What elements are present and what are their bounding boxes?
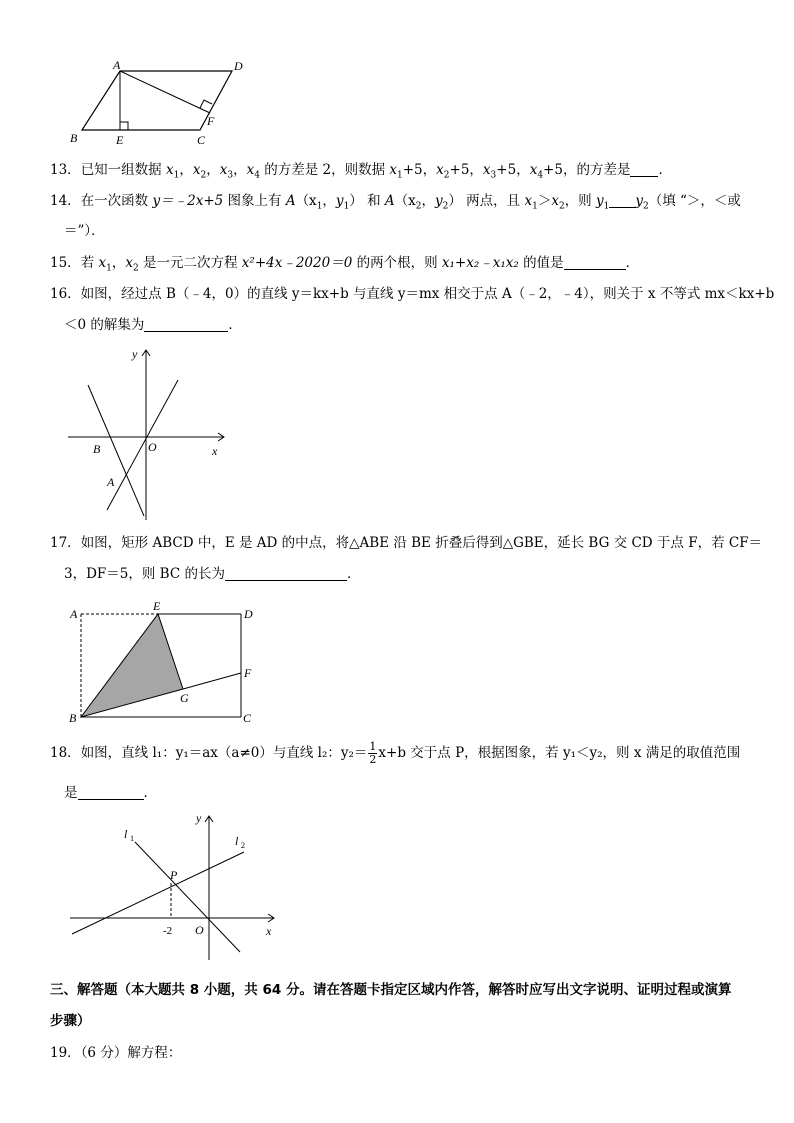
q17-figure-svg xyxy=(60,596,270,731)
label-f: F xyxy=(207,114,215,128)
answer-blank-16[interactable] xyxy=(144,317,228,332)
label-y: y xyxy=(132,347,138,361)
label-b: B xyxy=(69,711,77,725)
answer-blank-17[interactable] xyxy=(225,566,347,581)
label-a: A xyxy=(107,475,115,489)
question-13: 13．已知一组数据 $x_1$，$x_2$，$x_3$，$x_4$ 的方差是 2，则数据 $x_1+5$，$x_2+5$，$x_3+5$，$x_4+5$，的方差是 ． xyxy=(50,162,672,181)
q16-graph-svg xyxy=(60,340,240,525)
label-b: B xyxy=(93,442,101,456)
label-d: D xyxy=(234,59,243,73)
q16-graph xyxy=(60,340,240,525)
right-angle-e xyxy=(120,122,128,130)
line-l2 xyxy=(72,852,244,934)
parallelogram-figure xyxy=(60,55,260,150)
answer-blank-18[interactable] xyxy=(78,785,144,800)
label-l1-sub: 1 xyxy=(130,834,134,843)
label-l2: l xyxy=(235,834,239,848)
label-neg2: -2 xyxy=(163,925,173,937)
line-mx xyxy=(107,380,178,510)
altitude-af xyxy=(120,71,210,113)
answer-blank-15[interactable] xyxy=(564,255,626,270)
question-15: 15．若 $x_1$，$x_2$ 是一元二次方程 x²+4x﹣2020＝0 的两个根，则 x₁+x₂﹣x₁x₂ 的值是 ． xyxy=(50,255,640,274)
question-19: 19．（6 分）解方程： xyxy=(50,1045,182,1061)
label-p: P xyxy=(170,868,178,882)
label-x: x xyxy=(212,444,218,458)
question-18-line2: 是 ． xyxy=(64,785,157,801)
section-3-heading-line2: 步骤） xyxy=(50,1013,91,1029)
parallelogram-svg xyxy=(60,55,260,150)
label-l1: l xyxy=(124,827,128,841)
label-a: A xyxy=(70,607,78,621)
q17-rectangle-figure xyxy=(60,596,270,731)
label-o: O xyxy=(148,440,157,454)
section-3-heading: 三、解答题（本大题共 8 小题，共 64 分。请在答题卡指定区域内作答，解答时应写出文字说明、证明过程或演算 xyxy=(50,982,732,998)
question-16-line2: ＜0 的解集为 ． xyxy=(64,317,242,333)
label-x: x xyxy=(266,924,272,938)
label-e: E xyxy=(153,599,161,613)
label-d: D xyxy=(244,607,253,621)
label-y: y xyxy=(196,811,202,825)
label-o: O xyxy=(195,923,204,937)
triangle-gbe xyxy=(81,614,183,717)
question-17: 17．如图，矩形 ABCD 中，E 是 AD 的中点，将△ABE 沿 BE 折叠后得到△GBE，延长 BG 交 CD 于点 F，若 CF＝ xyxy=(50,535,763,551)
fraction-one-half: $\frac{1}{2}$ xyxy=(369,740,377,766)
label-g: G xyxy=(180,691,189,705)
q18-graph-svg xyxy=(60,808,290,968)
label-b: B xyxy=(70,131,78,145)
question-14-line2: ＝”）． xyxy=(64,223,105,239)
answer-blank-13[interactable] xyxy=(630,162,658,177)
label-a: A xyxy=(113,58,121,72)
question-14: 14．在一次函数 y＝﹣2x+5 图象上有 $A(x_1$，$y_1$） 和 $A(x_2$，$y_2$） 两点，且 $x_1>x_2$，则 $y_1$ $y_2$（填 “＞，＜或 xyxy=(50,193,741,212)
label-e: E xyxy=(116,133,124,147)
label-c: C xyxy=(243,711,252,725)
question-16: 16．如图，经过点 B（﹣4，0）的直线 y＝kx+b 与直线 y＝mx 相交于点 A（﹣2，﹣4），则关于 x 不等式 mx＜kx+b xyxy=(50,286,775,302)
gf-extension xyxy=(183,673,241,689)
question-18: 18．如图，直线 l₁：y₁＝ax（a≠0）与直线 l₂：y₂＝ $\frac{1}{2}$ x+b 交于点 P，根据图象，若 y₁＜y₂，则 x 满足的取值范围 xyxy=(50,740,741,766)
right-angle-f xyxy=(200,100,212,108)
label-l2-sub: 2 xyxy=(241,841,245,850)
q18-graph xyxy=(60,808,290,968)
label-c: C xyxy=(197,133,206,147)
label-f: F xyxy=(244,666,252,680)
answer-blank-14[interactable] xyxy=(609,193,635,208)
question-17-line2: 3，DF＝5，则 BC 的长为 ． xyxy=(64,566,361,582)
